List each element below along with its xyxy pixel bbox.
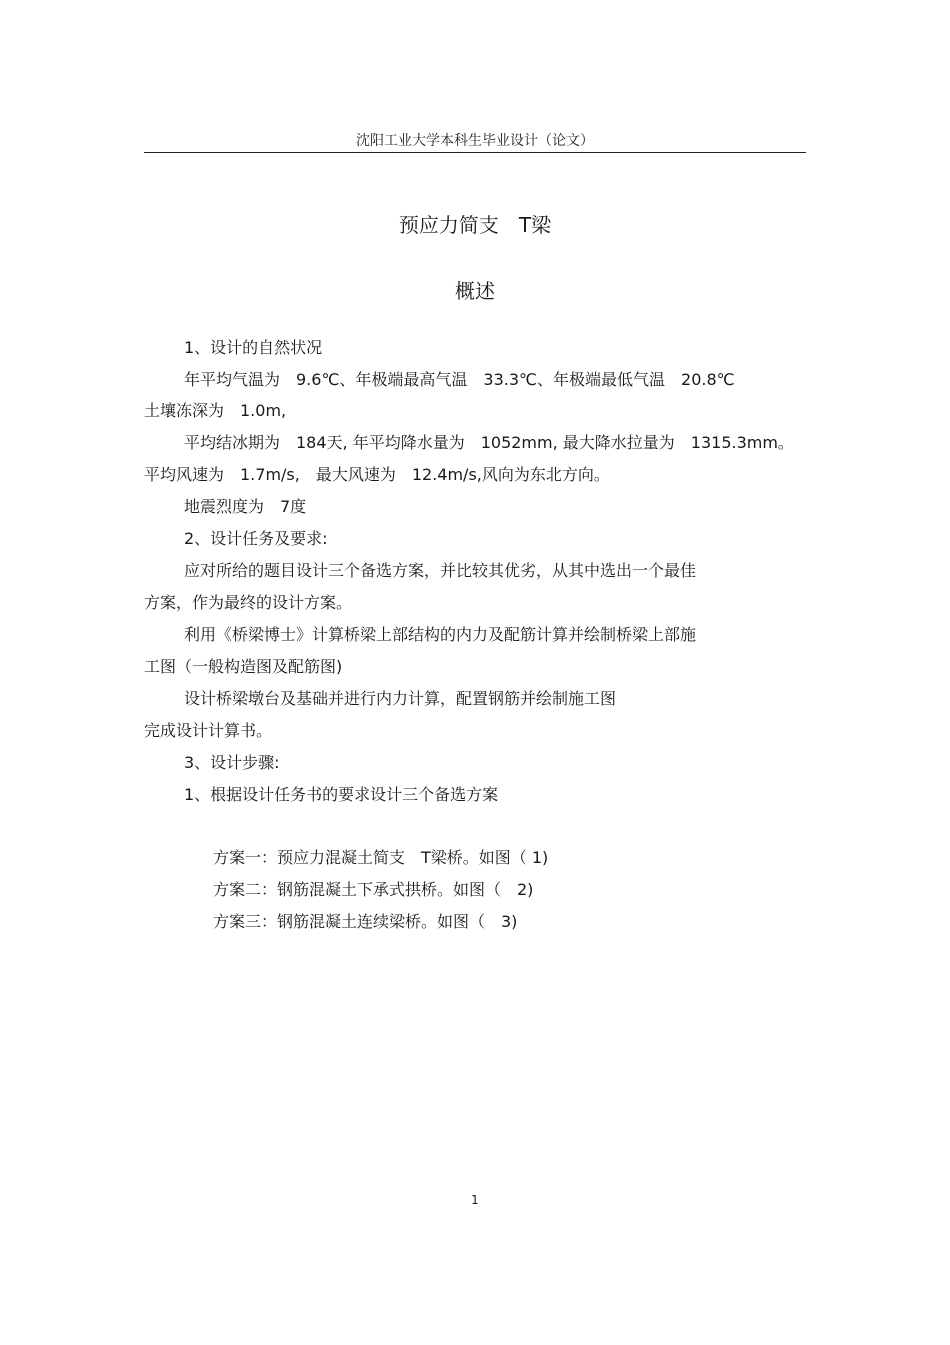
paragraph-line: 地震烈度为 7度 [184,497,307,516]
paragraph-line: 工图（一般构造图及配筋图) [144,657,343,676]
scheme-item: 方案一：预应力混凝土简支 T梁桥。如图（ 1) [213,848,549,867]
scheme-item: 方案三：钢筋混凝土连续梁桥。如图（ 3) [213,912,518,931]
paragraph-line: 应对所给的题目设计三个备选方案，并比较其优劣，从其中选出一个最佳 [184,561,697,580]
paragraph-line: 完成设计计算书。 [144,721,273,740]
paragraph-line: 利用《桥梁博士》计算桥梁上部结构的内力及配筋计算并绘制桥梁上部施 [184,625,697,644]
paragraph-line: 方案，作为最终的设计方案。 [144,593,353,612]
paragraph-line: 平均结冰期为 184天, 年平均降水量为 1052mm, 最大降水拉量为 1315.3mm。 [184,433,794,452]
paragraph-line: 1、根据设计任务书的要求设计三个备选方案 [184,785,499,804]
paragraph-line: 平均风速为 1.7m/s, 最大风速为 12.4m/s,风向为东北方向。 [144,465,610,484]
scheme-item: 方案二：钢筋混凝土下承式拱桥。如图（ 2) [213,880,534,899]
paragraph-line: 3、设计步骤: [184,753,280,772]
paragraph-line: 设计桥梁墩台及基础并进行内力计算，配置钢筋并绘制施工图 [184,689,617,708]
paragraph-line: 土壤冻深为 1.0m, [144,401,287,420]
document-title: 预应力简支 T梁 [398,213,552,237]
running-header: 沈阳工业大学本科生毕业设计（论文） [356,133,594,149]
page-number: 1 [471,1193,479,1207]
header-rule [144,152,806,153]
paragraph-line: 1、设计的自然状况 [184,338,323,357]
paragraph-line: 2、设计任务及要求: [184,529,328,548]
section-title: 概述 [455,279,495,303]
paragraph-line: 年平均气温为 9.6℃、年极端最高气温 33.3℃、年极端最低气温 20.8℃ [184,370,735,389]
